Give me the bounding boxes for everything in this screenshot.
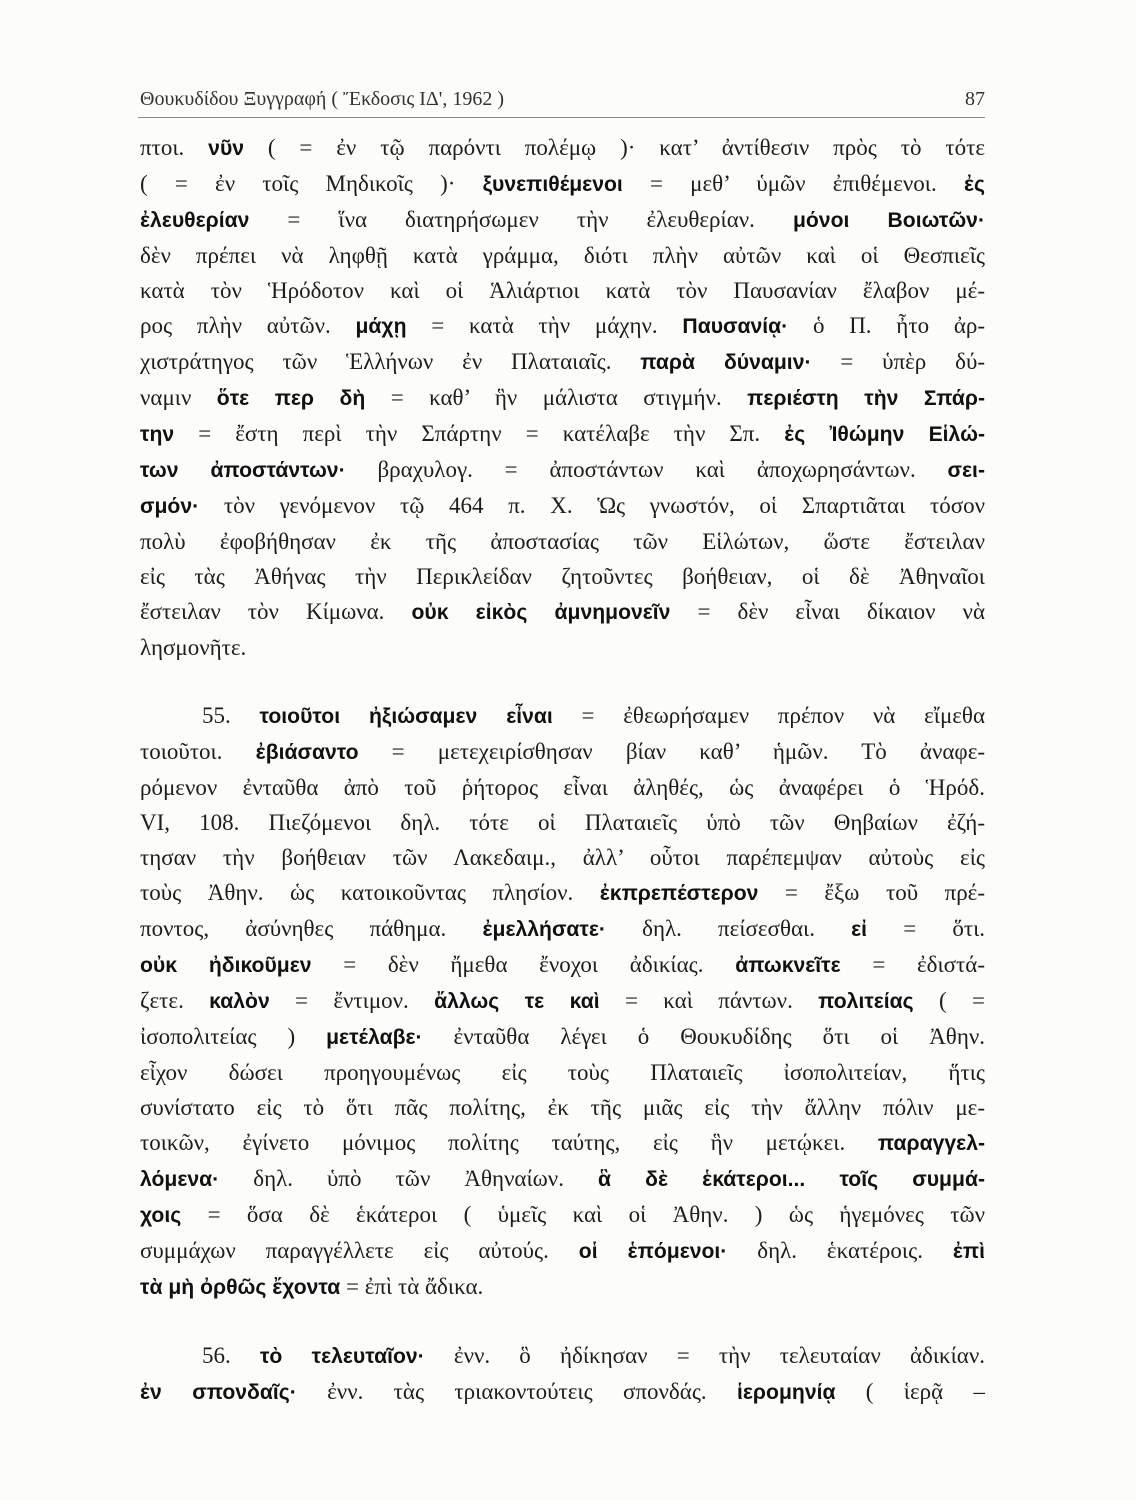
text-run: = ἔστη περὶ τὴν Σπάρτην = κατέλαβε τὴν Σπ. [174, 421, 785, 446]
text-run: = καθ’ ἣν μάλιστα στιγμήν. [365, 385, 748, 410]
bold-lemma: ἐς Ἰθώμην Εἱλώ- [784, 423, 985, 446]
text-run: ρος πλὴν αὐτῶν. [140, 313, 356, 338]
text-run: = δὲν ἤμεθα ἔνοχοι ἀδικίας. [311, 952, 736, 977]
text-line [140, 452, 985, 488]
bold-lemma: Παυσανίᾳ· [682, 315, 789, 338]
text-line [140, 559, 985, 594]
text-run: ἔστειλαν τὸν Κίμωνα. [140, 599, 412, 624]
text-run: τοιοῦτοι. [140, 739, 256, 764]
text-run: δὲν πρέπει νὰ ληφθῇ κατὰ γράμμα, διότι πλὴν αὐτῶν καὶ οἱ Θεσπιεῖς [140, 243, 985, 268]
header-rule [138, 117, 985, 118]
text-line [140, 380, 985, 416]
text-run: λησμονῆτε. [140, 635, 247, 660]
body-text [140, 130, 985, 1410]
text-run: πτοι. [140, 135, 209, 160]
text-run: εἰς τὰς Ἀθήνας τὴν Περικλείδαν ζητοῦντες βοήθειαν, οἱ δὲ Ἀθηναῖοι [140, 564, 985, 589]
text-run: δηλ. ἑκατέροις. [727, 1238, 953, 1263]
text-run: = ἵνα διατηρήσωμεν τὴν ἐλευθερίαν. [249, 207, 793, 232]
text-run: εἶχον δώσει προηγουμένως εἰς τοὺς Πλαταιεῖς ἰσοπολιτείαν, ἥτις [140, 1060, 985, 1085]
text-line [140, 1019, 985, 1055]
bold-lemma: ἀπωκνεῖτε [735, 954, 841, 977]
text-run: ὁ Π. ἦτο ἀρ- [788, 313, 985, 338]
text-line [140, 1233, 985, 1269]
text-run: = κατὰ τὴν μάχην. [406, 313, 683, 338]
text-line [140, 1055, 985, 1090]
bold-lemma: μόνοι Βοιωτῶν· [792, 209, 985, 232]
text-line [140, 308, 985, 344]
text-line [140, 875, 985, 911]
bold-lemma: τὰ μὴ ὀρθῶς ἔχοντα [140, 1276, 341, 1299]
text-line [140, 1161, 985, 1197]
paragraph [140, 130, 985, 665]
text-run: = μετεχειρίσθησαν βίαν καθ’ ἡμῶν. Τὸ ἀναφε- [358, 739, 986, 764]
text-run: 56. [202, 1343, 260, 1368]
bold-lemma: ἐβιάσαντο [255, 741, 359, 764]
bold-lemma: σμόν· [140, 495, 200, 518]
text-line [140, 238, 985, 273]
text-run: = ἐπὶ τὰ ἄδικα. [340, 1274, 484, 1299]
text-run: 55. [202, 703, 260, 728]
bold-lemma: πολιτείας [818, 990, 914, 1013]
text-line [140, 1338, 985, 1374]
text-run: πολὺ ἐφοβήθησαν ἐκ τῆς ἀποστασίας τῶν Εἱλώτων, ὥστε ἔστειλαν [140, 529, 985, 554]
text-run: χιστράτηγος τῶν Ἑλλήνων ἐν Πλαταιαῖς. [140, 349, 641, 374]
text-line [140, 594, 985, 630]
text-run: = ἔντιμον. [269, 988, 435, 1013]
text-run: ἐνταῦθα λέγει ὁ Θουκυδίδης ὅτι οἱ Ἀθην. [422, 1024, 985, 1049]
bold-lemma: οὐκ ἠδικοῦμεν [140, 954, 312, 977]
running-head-title: Θουκυδίδου Ξυγγραφή ( Ἔκδοσις ΙΔ', 1962 ) [140, 88, 505, 110]
bold-lemma: την [140, 423, 175, 446]
text-run: συνίστατο εἰς τὸ ὅτι πᾶς πολίτης, ἐκ τῆς μιᾶς εἰς τὴν ἄλλην πόλιν με- [140, 1095, 985, 1120]
text-line [140, 488, 985, 524]
text-line [140, 770, 985, 805]
bold-lemma: λόμενα· [140, 1168, 220, 1191]
text-run: δηλ. ὑπὸ τῶν Ἀθηναίων. [219, 1166, 598, 1191]
text-run: ἰσοπολιτείας ) [140, 1024, 327, 1049]
text-line [140, 1269, 985, 1305]
bold-lemma: παρὰ δύναμιν· [640, 351, 812, 374]
text-line [140, 1197, 985, 1233]
text-run: = ἐδιστά- [840, 952, 985, 977]
paragraph [140, 698, 985, 1305]
bold-lemma: εἰ [851, 918, 868, 941]
text-line [140, 416, 985, 452]
text-run: δηλ. πείσεσθαι. [605, 916, 852, 941]
text-line [140, 273, 985, 308]
text-run: = μεθ’ ὑμῶν ἐπιθέμενοι. [622, 171, 964, 196]
text-run: τοὺς Ἀθην. ὡς κατοικοῦντας πλησίον. [140, 880, 600, 905]
bold-lemma: μετέλαβε· [326, 1026, 423, 1049]
text-line [140, 202, 985, 238]
running-head [140, 85, 985, 113]
text-line [140, 698, 985, 734]
text-run: ζετε. [140, 988, 210, 1013]
text-run: τοικῶν, ἐγίνετο μόνιμος πολίτης ταύτης, εἰς ἣν μετῴκει. [140, 1130, 878, 1155]
text-run: = ὅτι. [867, 916, 986, 941]
bold-lemma: ξυνεπιθέμενοι [482, 173, 623, 196]
text-line [140, 805, 985, 840]
text-line [140, 1374, 985, 1410]
bold-lemma: ἐν σπονδαῖς· [140, 1381, 297, 1404]
bold-lemma: μάχῃ [355, 315, 407, 338]
text-run: τησαν τὴν βοήθειαν τῶν Λακεδαιμ., ἀλλ’ οὗτοι παρέπεμψαν αὐτοὺς εἰς [140, 845, 985, 870]
bold-lemma: ἱερομηνίᾳ [737, 1381, 836, 1404]
text-run: ἐνν. τὰς τριακοντούτεις σπονδάς. [296, 1379, 738, 1404]
bold-lemma: καλὸν [209, 990, 270, 1013]
text-line [140, 130, 985, 166]
text-line [140, 947, 985, 983]
text-line [140, 911, 985, 947]
text-run: = ὑπὲρ δύ- [811, 349, 985, 374]
bold-lemma: ὅτε περ δὴ [216, 387, 366, 410]
text-run: βραχυλογ. = ἀποστάντων καὶ ἀποχωρησάντων. [345, 457, 948, 482]
text-line [140, 344, 985, 380]
text-run: = δὲν εἶναι δίκαιον νὰ [670, 599, 985, 624]
paragraph [140, 1338, 985, 1410]
bold-lemma: ἄλλως τε καὶ [434, 990, 600, 1013]
text-run: VI, 108. Πιεζόμενοι δηλ. τότε οἱ Πλαταιεῖς ὑπὸ τῶν Θηβαίων ἐζή- [140, 810, 985, 835]
bold-lemma: τὸ τελευταῖον· [259, 1345, 425, 1368]
text-run: ἐνν. ὃ ἠδίκησαν = τὴν τελευταίαν ἀδικίαν. [424, 1343, 986, 1368]
bold-lemma: ἐς [963, 173, 985, 196]
text-line [140, 1090, 985, 1125]
text-run: ( ἱερᾷ – [835, 1379, 985, 1404]
bold-lemma: χοις [140, 1204, 182, 1227]
text-run: = ἔξω τοῦ πρέ- [758, 880, 985, 905]
bold-lemma: οἱ ἑπόμενοι· [578, 1240, 728, 1263]
text-run: τὸν γενόμενον τῷ 464 π. Χ. Ὡς γνωστόν, οἱ Σπαρτιᾶται τόσον [199, 493, 985, 518]
bold-lemma: των ἀποστάντων· [140, 459, 346, 482]
bold-lemma: ἃ δὲ ἑκάτεροι... τοῖς συμμά- [597, 1168, 985, 1191]
text-run: = ὅσα δὲ ἑκάτεροι ( ὑμεῖς καὶ οἱ Ἀθην. ) ὡς ἡγεμόνες τῶν [181, 1202, 985, 1227]
text-run: ( = ἐν τοῖς Μηδικοῖς )· [140, 171, 483, 196]
bold-lemma: σει- [947, 459, 985, 482]
text-line [140, 166, 985, 202]
bold-lemma: ἐμελλήσατε· [482, 918, 606, 941]
text-run: συμμάχων παραγγέλλετε εἰς αὐτούς. [140, 1238, 579, 1263]
text-line [140, 840, 985, 875]
text-line [140, 630, 985, 665]
text-line [140, 983, 985, 1019]
text-run: = καὶ πάντων. [599, 988, 819, 1013]
text-run: ( = ἐν τῷ παρόντι πολέμῳ )· κατ’ ἀντίθεσιν πρὸς τὸ τότε [244, 135, 985, 160]
bold-lemma: οὐκ εἰκὸς ἀμνημονεῖν [411, 601, 671, 624]
bold-lemma: περιέστη τὴν Σπάρ- [747, 387, 985, 410]
bold-lemma: παραγγελ- [877, 1132, 985, 1155]
bold-lemma: ἐπὶ [952, 1240, 985, 1263]
text-run: ρόμενον ἐνταῦθα ἀπὸ τοῦ ῥήτορος εἶναι ἀληθές, ὡς ἀναφέρει ὁ Ἡρόδ. [140, 775, 985, 800]
text-line [140, 1125, 985, 1161]
text-run: κατὰ τὸν Ἡρόδοτον καὶ οἱ Ἁλιάρτιοι κατὰ τὸν Παυσανίαν ἔλαβον μέ- [140, 278, 985, 303]
text-run: ποντος, ἀσύνηθες πάθημα. [140, 916, 483, 941]
bold-lemma: ἐλευθερίαν [140, 209, 250, 232]
bold-lemma: ἐκπρεπέστερον [599, 882, 759, 905]
text-run: ( = [913, 988, 985, 1013]
text-run: ναμιν [140, 385, 217, 410]
text-line [140, 524, 985, 559]
bold-lemma: τοιοῦτοι ἠξιώσαμεν εἶναι [259, 705, 553, 728]
bold-lemma: νῦν [208, 137, 245, 160]
text-line [140, 734, 985, 770]
text-run: = ἐθεωρήσαμεν πρέπον νὰ εἴμεθα [552, 703, 986, 728]
page-number: 87 [965, 88, 985, 110]
